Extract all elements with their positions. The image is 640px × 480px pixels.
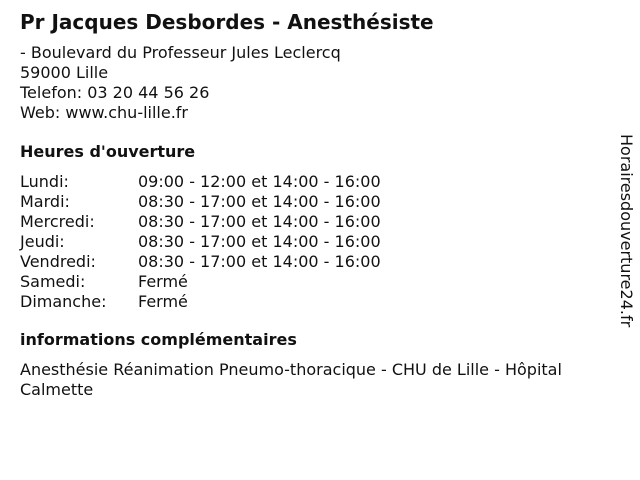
hours-day: Vendredi: [20, 252, 96, 271]
hours-row-wednesday [20, 212, 612, 232]
hours-row-friday [20, 252, 612, 272]
hours-time: 08:30 - 17:00 et 14:00 - 16:00 [138, 212, 381, 231]
hours-day: Mercredi: [20, 212, 95, 231]
hours-time: 08:30 - 17:00 et 14:00 - 16:00 [138, 232, 381, 251]
additional-info-heading: informations complémentaires [20, 330, 297, 349]
opening-hours-table [20, 172, 612, 312]
hours-day: Dimanche: [20, 292, 107, 311]
hours-day: Mardi: [20, 192, 70, 211]
hours-row-monday [20, 172, 612, 192]
listing-page [20, 9, 612, 400]
hours-row-thursday [20, 232, 612, 252]
hours-row-saturday [20, 272, 612, 292]
hours-row-tuesday [20, 192, 612, 212]
hours-time: Fermé [138, 292, 188, 311]
watermark-text: Horairesdouverture24.fr [617, 134, 636, 328]
hours-day: Jeudi: [20, 232, 65, 251]
site-watermark [612, 134, 640, 346]
hours-time: Fermé [138, 272, 188, 291]
phone-number: Telefon: 03 20 44 56 26 [20, 83, 210, 102]
hours-time: 09:00 - 12:00 et 14:00 - 16:00 [138, 172, 381, 191]
hours-day: Samedi: [20, 272, 86, 291]
hours-time: 08:30 - 17:00 et 14:00 - 16:00 [138, 252, 381, 271]
address-block [20, 43, 612, 123]
page-title: Pr Jacques Desbordes - Anesthésiste [20, 10, 434, 34]
website: Web: www.chu-lille.fr [20, 103, 189, 122]
address-city: 59000 Lille [20, 63, 109, 82]
opening-hours-heading: Heures d'ouverture [20, 142, 196, 161]
hours-time: 08:30 - 17:00 et 14:00 - 16:00 [138, 192, 381, 211]
address-street: - Boulevard du Professeur Jules Leclercq [20, 43, 341, 62]
hours-day: Lundi: [20, 172, 69, 191]
hours-row-sunday [20, 292, 612, 312]
additional-info-text: Anesthésie Réanimation Pneumo-thoracique - CHU de Lille - Hôpital Calmette [20, 360, 562, 399]
